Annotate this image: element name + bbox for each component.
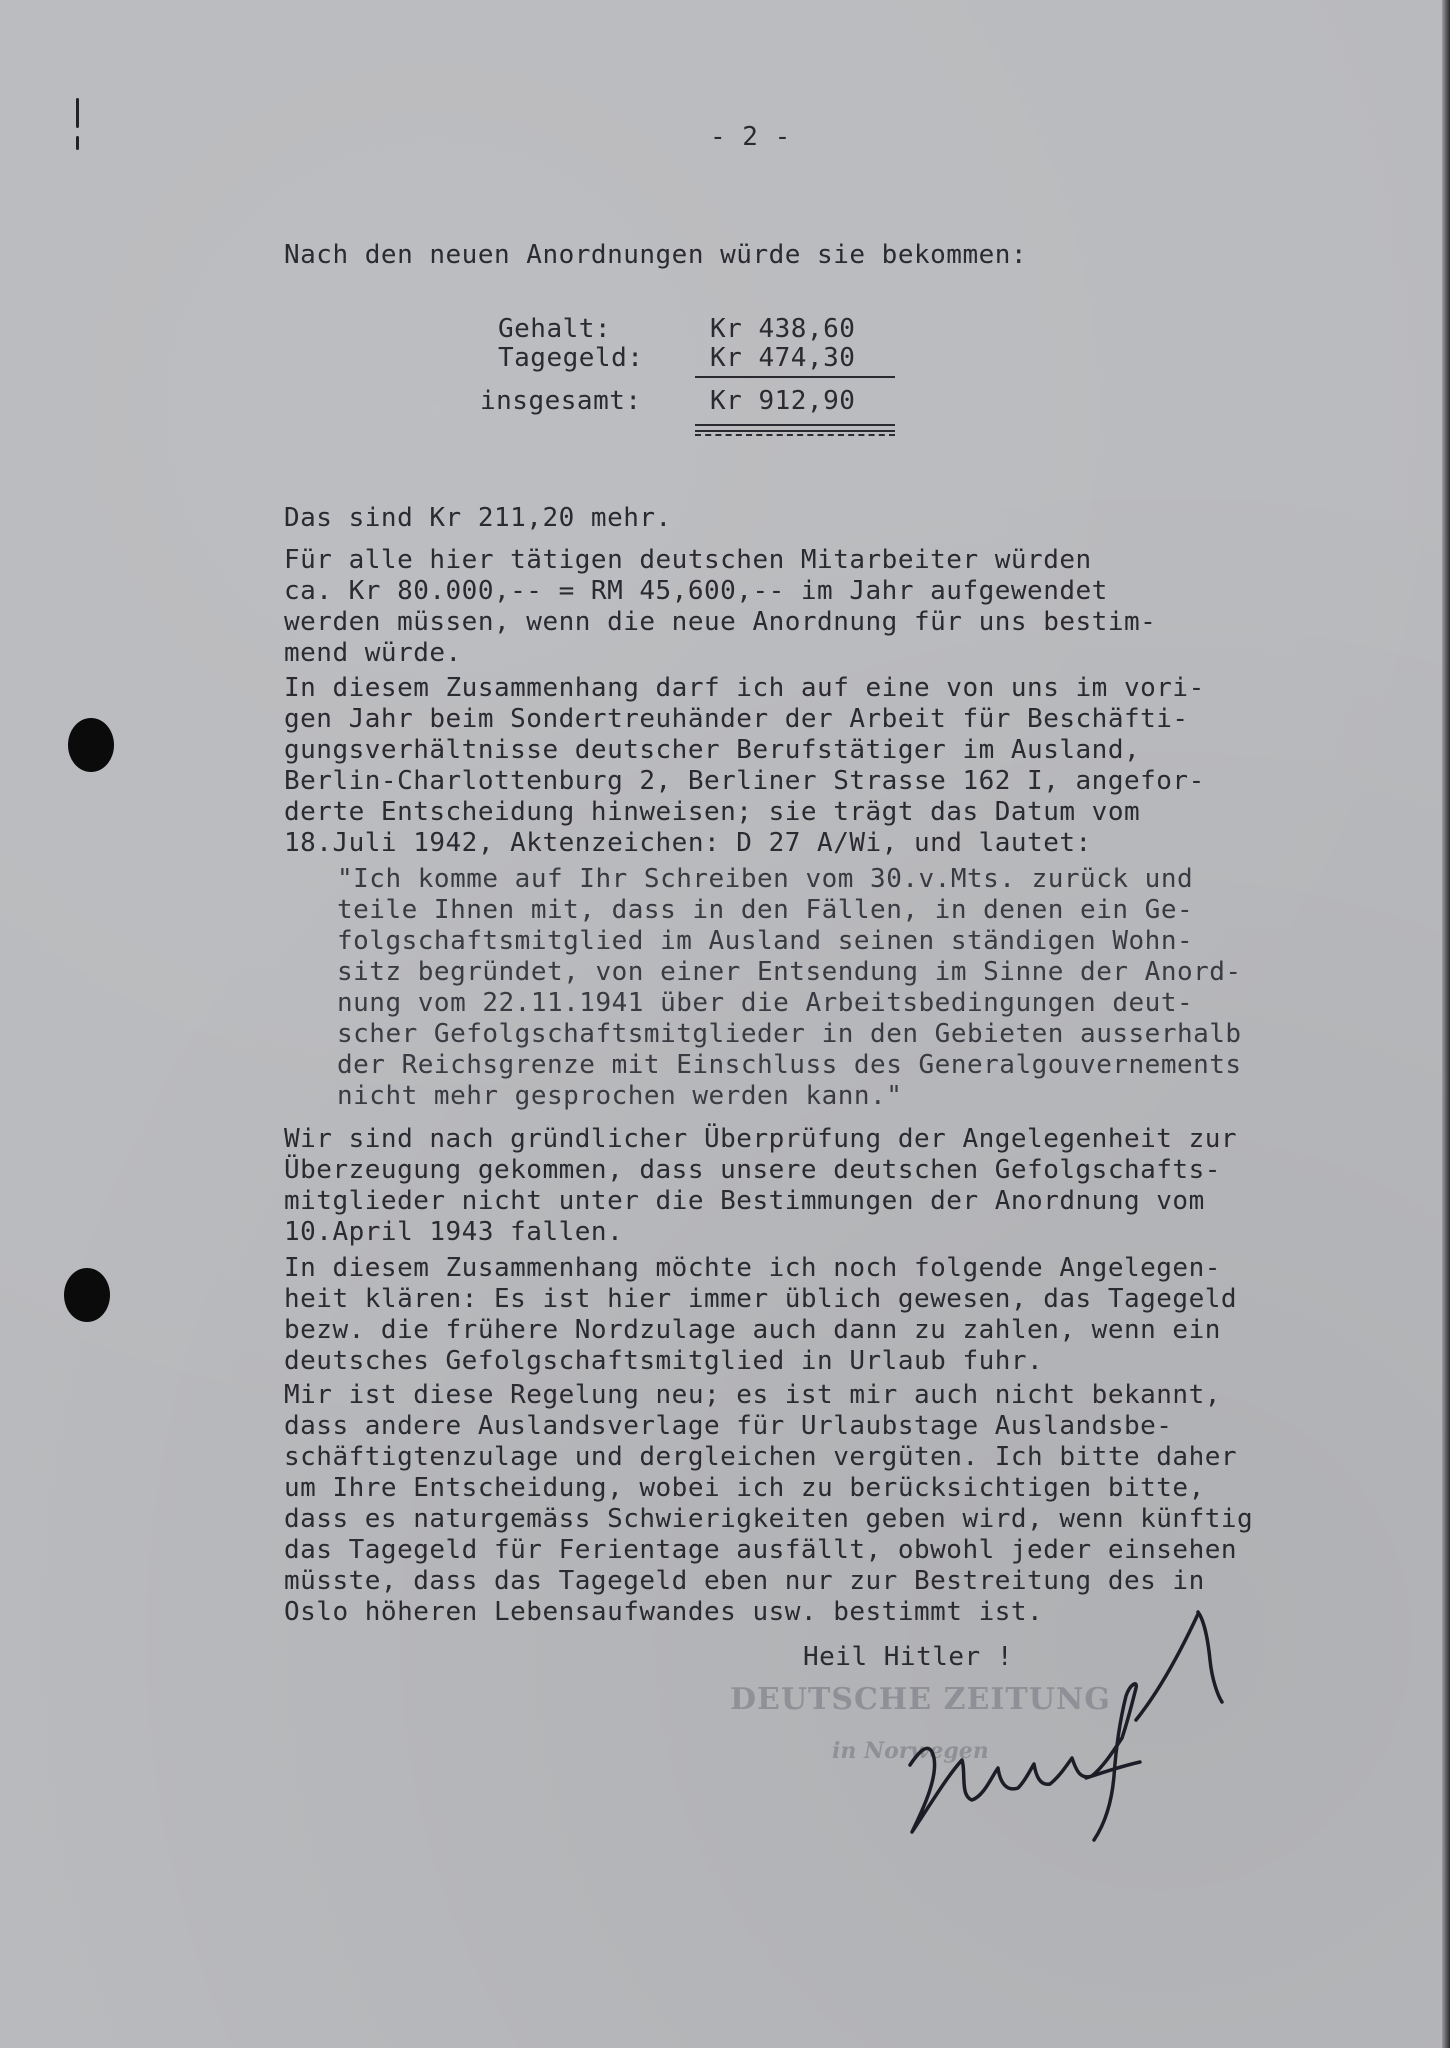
punch-hole-bottom [64, 1268, 110, 1322]
text-line: In diesem Zusammenhang darf ich auf eine von uns im vori- [284, 673, 1205, 703]
closing-salutation: Heil Hitler ! [803, 1642, 1013, 1672]
paragraph-2 [284, 673, 1205, 859]
summary-line: Das sind Kr 211,20 mehr. [284, 503, 672, 533]
page-edge [1442, 0, 1450, 2048]
total-double-underline [695, 424, 895, 432]
text-line: derte Entscheidung hinweisen; sie trägt das Datum vom [284, 797, 1141, 827]
signature-stroke-main [910, 1684, 1136, 1840]
quote-line: teile Ihnen mit, dass in den Fällen, in denen ein Ge- [337, 895, 1194, 925]
punch-hole-top [68, 718, 114, 772]
quote-line: nicht mehr gesprochen werden kann." [337, 1081, 903, 1111]
text-line: dass es naturgemäss Schwierigkeiten geben wird, wenn künftig [284, 1504, 1254, 1534]
quoted-decision [337, 864, 1242, 1112]
row-amount-insgesamt: Kr 912,90 [710, 386, 856, 416]
text-line: Für alle hier tätigen deutschen Mitarbeiter würden [284, 545, 1092, 575]
text-line: werden müssen, wenn die neue Anordnung für uns bestim- [284, 607, 1157, 637]
margin-mark [76, 98, 79, 128]
signature-stroke-flourish [1198, 1612, 1222, 1702]
text-line: gen Jahr beim Sondertreuhänder der Arbeit für Beschäfti- [284, 704, 1189, 734]
sum-underline [695, 376, 895, 378]
row-label-tagegeld: Tagegeld: [498, 343, 644, 373]
text-line: Wir sind nach gründlicher Überprüfung der Angelegenheit zur [284, 1124, 1238, 1154]
paragraph-3 [284, 1124, 1237, 1248]
intro-line: Nach den neuen Anordnungen würde sie bekommen: [284, 240, 1028, 270]
quote-line: folgschaftsmitglied im Ausland seinen ständigen Wohn- [337, 926, 1194, 956]
text-line: Oslo höheren Lebensaufwandes usw. bestimmt ist. [284, 1597, 1044, 1627]
paragraph-5 [284, 1380, 1253, 1628]
row-label-insgesamt: insgesamt: [480, 386, 642, 416]
company-stamp-subline: in Norwegen [832, 1738, 989, 1764]
signature-stroke-rise [1136, 1614, 1198, 1720]
quote-line: sitz begründet, von einer Entsendung im Sinne der Anord- [337, 957, 1242, 987]
text-line: schäftigtenzulage und dergleichen vergüten. Ich bitte daher [284, 1442, 1238, 1472]
row-label-gehalt: Gehalt: [498, 314, 612, 344]
row-amount-tagegeld: Kr 474,30 [710, 343, 856, 373]
margin-mark [76, 136, 79, 150]
text-line: Überzeugung gekommen, dass unsere deutschen Gefolgschafts- [284, 1155, 1221, 1185]
quote-line: "Ich komme auf Ihr Schreiben vom 30.v.Mts. zurück und [337, 864, 1194, 894]
handwritten-signature [900, 1600, 1260, 1850]
quote-line: nung vom 22.11.1941 über die Arbeitsbedingungen deut- [337, 988, 1194, 1018]
text-line: um Ihre Entscheidung, wobei ich zu berücksichtigen bitte, [284, 1473, 1205, 1503]
text-line: dass andere Auslandsverlage für Urlaubstage Auslandsbe- [284, 1411, 1173, 1441]
text-line: ca. Kr 80.000,-- = RM 45,600,-- im Jahr aufgewendet [284, 576, 1108, 606]
text-line: heit klären: Es ist hier immer üblich gewesen, das Tagegeld [284, 1284, 1238, 1314]
text-line: In diesem Zusammenhang möchte ich noch folgende Angelegen- [284, 1253, 1221, 1283]
text-line: Berlin-Charlottenburg 2, Berliner Strasse 162 I, angefor- [284, 766, 1205, 796]
quote-line: der Reichsgrenze mit Einschluss des Generalgouvernements [337, 1050, 1242, 1080]
row-amount-gehalt: Kr 438,60 [710, 314, 856, 344]
paragraph-1 [284, 545, 1156, 669]
total-underline-dashes [695, 432, 895, 436]
text-line: das Tagegeld für Ferientage ausfällt, obwohl jeder einsehen [284, 1535, 1238, 1565]
text-line: müsste, dass das Tagegeld eben nur zur Bestreitung des in [284, 1566, 1205, 1596]
text-line: mend würde. [284, 638, 462, 668]
text-line: deutsches Gefolgschaftsmitglied in Urlaub fuhr. [284, 1346, 1044, 1376]
text-line: 10.April 1943 fallen. [284, 1217, 624, 1247]
text-line: Mir ist diese Regelung neu; es ist mir auch nicht bekannt, [284, 1380, 1221, 1410]
text-line: gungsverhältnisse deutscher Berufstätiger im Ausland, [284, 735, 1141, 765]
page-number: - 2 - [710, 122, 791, 152]
text-line: bezw. die frühere Nordzulage auch dann zu zahlen, wenn ein [284, 1315, 1221, 1345]
quote-line: scher Gefolgschaftsmitglieder in den Gebieten ausserhalb [337, 1019, 1242, 1049]
paragraph-4 [284, 1253, 1237, 1377]
text-line: mitglieder nicht unter die Bestimmungen der Anordnung vom [284, 1186, 1205, 1216]
text-line: 18.Juli 1942, Aktenzeichen: D 27 A/Wi, und lautet: [284, 828, 1092, 858]
company-stamp-name: DEUTSCHE ZEITUNG [730, 1682, 1111, 1717]
